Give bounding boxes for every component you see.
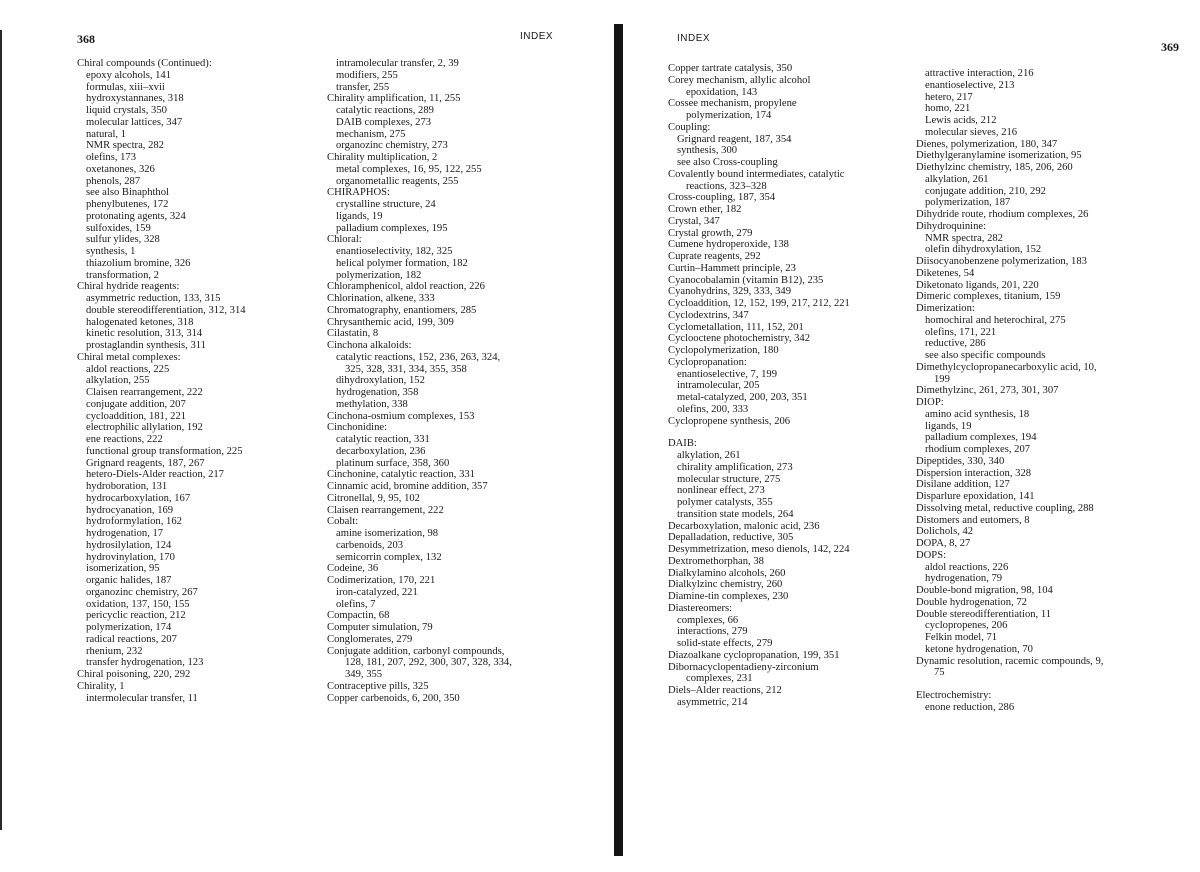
index-subentry: 349, 355 [345, 669, 383, 680]
index-entry: Codeine, 36 [327, 563, 379, 575]
index-subentry: enone reduction, 286 [925, 701, 1015, 713]
index-entry: Chirality, 1 [77, 680, 125, 692]
index-entry: Cuprate reagents, 292 [668, 251, 761, 262]
index-entry: Chiral compounds (Continued): [77, 58, 212, 69]
index-subentry: polymerization, 174 [686, 110, 772, 121]
index-subentry: sulfur ylides, 328 [86, 234, 160, 246]
index-subentry: molecular lattices, 347 [86, 116, 183, 128]
index-subentry: see also Cross-coupling [677, 157, 778, 168]
index-entry: Diamine-tin complexes, 230 [668, 591, 789, 602]
page-number-right: 369 [1161, 40, 1179, 54]
index-entry: Crystal growth, 279 [668, 227, 753, 239]
index-subentry: palladium complexes, 195 [336, 222, 448, 234]
index-subentry: polymerization, 182 [336, 269, 422, 281]
index-entry: Chiral poisoning, 220, 292 [77, 669, 191, 680]
index-subentry: DAIB complexes, 273 [336, 116, 432, 128]
index-entry: Cinnamic acid, bromine addition, 357 [327, 481, 488, 492]
index-subentry: hetero-Diels-Alder reaction, 217 [86, 469, 224, 481]
index-subentry: catalytic reactions, 289 [336, 105, 434, 116]
index-entry: Cilastatin, 8 [327, 328, 379, 340]
index-entry: Crown ether, 182 [668, 204, 742, 215]
index-entry: Diketenes, 54 [916, 267, 975, 279]
index-subentry: attractive interaction, 216 [925, 68, 1034, 79]
index-subentry: intermolecular transfer, 11 [86, 692, 198, 704]
index-entry: Distomers and eutomers, 8 [916, 514, 1030, 526]
index-entry: Chlorination, alkene, 333 [327, 293, 435, 304]
index-subentry: olefin dihydroxylation, 152 [925, 244, 1042, 256]
index-entry: Dimethylcyclopropanecarboxylic acid, 10, [916, 361, 1097, 373]
index-entry: Cyclopolymerization, 180 [668, 345, 779, 356]
index-subentry: hydroformylation, 162 [86, 516, 182, 528]
index-subentry: hydrovinylation, 170 [86, 551, 175, 563]
index-entry: Decarboxylation, malonic acid, 236 [668, 520, 820, 532]
index-subentry: metal-catalyzed, 200, 203, 351 [677, 392, 808, 403]
index-entry: Double-bond migration, 98, 104 [916, 585, 1053, 596]
index-subentry: Claisen rearrangement, 222 [86, 387, 203, 398]
index-entry: Chromatography, enantiomers, 285 [327, 304, 477, 316]
index-subentry: halogenated ketones, 318 [86, 316, 194, 328]
index-subentry: electrophilic allylation, 192 [86, 422, 203, 434]
index-subentry: rhodium complexes, 207 [925, 444, 1031, 455]
index-entry: Dialkylamino alcohols, 260 [668, 567, 786, 579]
index-entry: Dihydride route, rhodium complexes, 26 [916, 209, 1089, 220]
index-subentry: ketone hydrogenation, 70 [925, 643, 1033, 655]
running-head-right: INDEX [677, 33, 711, 44]
index-column-4 [916, 68, 1194, 714]
index-column-2 [327, 58, 587, 704]
index-entry: Cyanocobalamin (vitamin B12), 235 [668, 274, 824, 286]
index-subentry: double stereodifferentiation, 312, 314 [86, 304, 246, 316]
index-entry: Cyclopropene synthesis, 206 [668, 415, 791, 427]
index-subentry: intramolecular, 205 [677, 380, 760, 392]
index-entry: Desymmetrization, meso dienols, 142, 224 [668, 544, 850, 555]
index-entry: Cycloaddition, 12, 152, 199, 217, 212, 221 [668, 298, 850, 309]
index-subentry: alkylation, 261 [677, 450, 741, 461]
index-entry: Dimeric complexes, titanium, 159 [916, 291, 1061, 303]
index-entry: Claisen rearrangement, 222 [327, 504, 444, 516]
index-subentry: hydrocarboxylation, 167 [86, 492, 191, 504]
index-subentry: molecular structure, 275 [677, 473, 781, 485]
index-subentry: Felkin model, 71 [925, 632, 998, 643]
running-head-left: INDEX [520, 31, 554, 42]
index-subentry: ene reactions, 222 [86, 434, 163, 445]
index-subentry: synthesis, 1 [86, 246, 136, 257]
index-subentry: see also specific compounds [925, 350, 1046, 361]
index-subentry: dihydroxylation, 152 [336, 375, 425, 387]
index-subentry: formulas, xiii–xvii [86, 81, 165, 93]
index-entry: Chirality amplification, 11, 255 [327, 93, 461, 105]
index-subentry: olefins, 200, 333 [677, 403, 749, 415]
index-subentry: organometallic reagents, 255 [336, 175, 459, 187]
index-subentry: organozinc chemistry, 273 [336, 140, 448, 152]
index-subentry: NMR spectra, 282 [925, 232, 1003, 244]
index-subentry: thiazolium bromine, 326 [86, 257, 191, 269]
index-entry: Crystal, 347 [668, 215, 720, 227]
index-subentry: Grignard reagent, 187, 354 [677, 133, 792, 145]
index-entry: Contraceptive pills, 325 [327, 680, 429, 692]
index-subentry: rhenium, 232 [86, 645, 143, 657]
index-entry: Diethylzinc chemistry, 185, 206, 260 [916, 162, 1073, 173]
index-subentry: alkylation, 255 [86, 375, 150, 387]
index-subentry: natural, 1 [86, 128, 127, 140]
index-subentry: enantioselectivity, 182, 325 [336, 246, 453, 257]
index-subentry: olefins, 173 [86, 152, 137, 163]
index-entry: Cobalt: [327, 516, 359, 528]
index-subentry: crystalline structure, 24 [336, 199, 436, 210]
index-subentry: asymmetric reduction, 133, 315 [86, 293, 221, 304]
index-entry: Dibornacyclopentadieny-zirconium [668, 661, 819, 673]
index-subentry: catalytic reactions, 152, 236, 263, 324, [336, 351, 501, 363]
index-entry: Dimethylzinc, 261, 273, 301, 307 [916, 385, 1059, 397]
index-subentry: chirality amplification, 273 [677, 461, 793, 473]
index-entry: Chiral metal complexes: [77, 351, 181, 363]
index-entry: Diels–Alder reactions, 212 [668, 685, 782, 696]
index-subentry: 325, 328, 331, 334, 355, 358 [345, 363, 467, 375]
index-subentry: ligands, 19 [336, 210, 383, 222]
index-subentry: enantioselective, 213 [925, 79, 1015, 91]
index-entry: Cyclooctene photochemistry, 342 [668, 333, 811, 345]
index-subentry: hydroxystannanes, 318 [86, 93, 184, 105]
index-subentry: pericyclic reaction, 212 [86, 610, 186, 622]
index-entry: Diketonato ligands, 201, 220 [916, 279, 1039, 291]
index-subentry: interactions, 279 [677, 626, 748, 638]
index-subentry: intramolecular transfer, 2, 39 [336, 58, 459, 69]
index-subentry: enantioselective, 7, 199 [677, 368, 778, 380]
index-entry: Cinchona alkaloids: [327, 340, 412, 351]
index-subentry: see also Binaphthol [86, 187, 169, 199]
index-entry: Chrysanthemic acid, 199, 309 [327, 316, 454, 328]
index-subentry: kinetic resolution, 313, 314 [86, 328, 203, 340]
index-subentry: semicorrin complex, 132 [336, 551, 442, 563]
index-entry: Codimerization, 170, 221 [327, 575, 436, 586]
index-entry: Dissolving metal, reductive coupling, 288 [916, 502, 1094, 514]
index-entry: Cossee mechanism, propylene [668, 98, 797, 110]
index-entry: Diazoalkane cyclopropanation, 199, 351 [668, 649, 840, 661]
index-entry: Dynamic resolution, racemic compounds, 9, [916, 655, 1104, 667]
index-subentry: ligands, 19 [925, 420, 972, 432]
right-page [600, 0, 1200, 872]
index-subentry: palladium complexes, 194 [925, 432, 1037, 444]
index-subentry: cyclopropenes, 206 [925, 620, 1008, 632]
index-subentry: olefins, 171, 221 [925, 326, 997, 338]
index-subentry: hetero, 217 [925, 91, 973, 103]
index-subentry: homo, 221 [925, 103, 971, 115]
index-subentry: organic halides, 187 [86, 575, 172, 586]
index-entry: Diethylgeranylamine isomerization, 95 [916, 150, 1082, 162]
index-column-3 [668, 63, 918, 709]
index-entry: Cinchona-osmium complexes, 153 [327, 410, 475, 422]
index-entry: Chloramphenicol, aldol reaction, 226 [327, 281, 485, 293]
index-subentry: transfer, 255 [336, 81, 390, 93]
index-subentry: protonating agents, 324 [86, 210, 186, 222]
index-subentry: prostaglandin synthesis, 311 [86, 340, 206, 351]
index-subentry: hydrocyanation, 169 [86, 504, 174, 516]
index-entry: Dienes, polymerization, 180, 347 [916, 138, 1058, 150]
index-subentry: platinum surface, 358, 360 [336, 457, 450, 469]
index-subentry: molecular sieves, 216 [925, 126, 1018, 138]
index-subentry: reactions, 323–328 [686, 180, 767, 192]
index-entry: Cumene hydroperoxide, 138 [668, 239, 789, 251]
index-entry: Chiral hydride reagents: [77, 281, 180, 293]
index-entry: Dihydroquinine: [916, 220, 987, 232]
index-entry: Dialkylzinc chemistry, 260 [668, 579, 783, 591]
index-subentry: isomerization, 95 [86, 563, 160, 575]
index-subentry: hydrogenation, 79 [925, 573, 1003, 585]
index-subentry: homochiral and heterochiral, 275 [925, 314, 1066, 326]
index-subentry: amine isomerization, 98 [336, 528, 439, 539]
index-subentry: transformation, 2 [86, 269, 159, 281]
index-entry: Cyclodextrins, 347 [668, 309, 749, 321]
index-subentry: olefins, 7 [336, 598, 376, 610]
index-entry: Citronellal, 9, 95, 102 [327, 492, 420, 504]
index-subentry: helical polymer formation, 182 [336, 257, 468, 269]
index-entry: DOPS: [916, 549, 947, 561]
index-subentry: radical reactions, 207 [86, 633, 177, 645]
index-subentry: liquid crystals, 350 [86, 105, 167, 116]
index-subentry: nonlinear effect, 273 [677, 485, 765, 497]
index-subentry: carbenoids, 203 [336, 539, 404, 551]
index-subentry: polymer catalysts, 355 [677, 497, 773, 508]
index-entry: Dolichols, 42 [916, 526, 974, 538]
index-entry: Dextromethorphan, 38 [668, 555, 764, 567]
index-entry: Covalently bound intermediates, catalytic [668, 168, 845, 180]
index-subentry: Grignard reagents, 187, 267 [86, 457, 205, 469]
index-entry: CHIRAPHOS: [327, 187, 390, 199]
index-entry: Corey mechanism, allylic alcohol [668, 74, 811, 86]
index-subentry: metal complexes, 16, 95, 122, 255 [336, 163, 482, 175]
index-subentry: functional group transformation, 225 [86, 445, 243, 457]
index-entry: DIOP: [916, 397, 944, 408]
index-subentry: phenylbutenes, 172 [86, 199, 169, 210]
index-subentry: solid-state effects, 279 [677, 638, 773, 649]
index-entry: Copper carbenoids, 6, 200, 350 [327, 692, 460, 704]
index-subentry: modifiers, 255 [336, 69, 398, 81]
index-entry: Cyclopropanation: [668, 356, 747, 368]
index-entry: Copper tartrate catalysis, 350 [668, 63, 793, 74]
index-entry: Double hydrogenation, 72 [916, 596, 1027, 608]
index-subentry: aldol reactions, 225 [86, 363, 170, 375]
index-subentry: hydrosilylation, 124 [86, 539, 172, 551]
page-number-left: 368 [77, 32, 95, 46]
index-subentry: complexes, 231 [686, 673, 753, 685]
index-subentry: synthesis, 300 [677, 145, 738, 157]
index-subentry: conjugate addition, 207 [86, 398, 186, 410]
index-entry: Cinchonidine: [327, 422, 388, 434]
index-entry: Electrochemistry: [916, 690, 992, 701]
index-subentry: complexes, 66 [677, 614, 739, 626]
index-entry: Double stereodifferentiation, 11 [916, 608, 1052, 620]
index-subentry: hydrogenation, 358 [336, 387, 419, 398]
index-subentry: oxidation, 137, 150, 155 [86, 598, 190, 610]
index-subentry: hydrogenation, 17 [86, 528, 164, 539]
index-entry: Depalladation, reductive, 305 [668, 532, 794, 544]
index-subentry: epoxidation, 143 [686, 86, 758, 98]
index-subentry: 128, 181, 207, 292, 300, 307, 328, 334, [345, 657, 512, 669]
index-subentry: alkylation, 261 [925, 173, 989, 185]
index-entry: DAIB: [668, 438, 697, 450]
index-entry: Computer simulation, 79 [327, 622, 433, 633]
index-entry: Cinchonine, catalytic reaction, 331 [327, 469, 475, 481]
index-subentry: catalytic reaction, 331 [336, 434, 430, 445]
index-subentry: methylation, 338 [336, 398, 408, 410]
index-subentry: amino acid synthesis, 18 [925, 408, 1030, 420]
index-subentry: transition state models, 264 [677, 508, 794, 520]
index-subentry: polymerization, 174 [86, 622, 172, 633]
index-entry: Dispersion interaction, 328 [916, 467, 1032, 479]
index-entry: Chloral: [327, 234, 362, 246]
index-entry: Conglomerates, 279 [327, 633, 413, 645]
index-subentry: polymerization, 187 [925, 197, 1011, 209]
index-subentry: epoxy alcohols, 141 [86, 69, 172, 81]
index-entry: Diastereomers: [668, 602, 733, 614]
index-subentry: reductive, 286 [925, 338, 986, 350]
index-subentry: iron-catalyzed, 221 [336, 586, 418, 598]
index-entry: DOPA, 8, 27 [916, 538, 971, 549]
index-entry: Dipeptides, 330, 340 [916, 455, 1005, 467]
index-subentry: sulfoxides, 159 [86, 222, 151, 234]
index-subentry: hydroboration, 131 [86, 481, 168, 492]
index-entry: Cross-coupling, 187, 354 [668, 192, 776, 204]
index-entry: Disparlure epoxidation, 141 [916, 491, 1035, 502]
index-subentry: oxetanones, 326 [86, 163, 155, 175]
index-entry: Disilane addition, 127 [916, 479, 1010, 491]
index-subentry: aldol reactions, 226 [925, 561, 1009, 573]
index-subentry: asymmetric, 214 [677, 696, 748, 708]
index-subentry: Lewis acids, 212 [925, 115, 997, 126]
index-subentry: conjugate addition, 210, 292 [925, 185, 1046, 197]
index-entry: Compactin, 68 [327, 610, 390, 622]
index-column-1 [77, 58, 317, 704]
index-subentry: organozinc chemistry, 267 [86, 586, 198, 598]
index-entry: Chirality multiplication, 2 [327, 152, 438, 163]
index-subentry: cycloaddition, 181, 221 [86, 410, 187, 422]
index-entry: Curtin–Hammett principle, 23 [668, 262, 796, 274]
index-subentry: 199 [934, 373, 950, 385]
index-entry: Coupling: [668, 121, 711, 133]
index-entry: Cyanohydrins, 329, 333, 349 [668, 286, 792, 298]
index-entry: Conjugate addition, carbonyl compounds, [327, 645, 505, 657]
index-subentry: mechanism, 275 [336, 128, 406, 140]
index-subentry: 75 [934, 667, 945, 679]
index-entry: Diisocyanobenzene polymerization, 183 [916, 256, 1087, 267]
index-subentry: transfer hydrogenation, 123 [86, 657, 204, 669]
index-subentry: phenols, 287 [86, 175, 141, 187]
index-entry: Dimerization: [916, 303, 975, 314]
index-subentry: decarboxylation, 236 [336, 445, 426, 457]
index-subentry: NMR spectra, 282 [86, 140, 164, 152]
index-entry: Cyclometallation, 111, 152, 201 [668, 321, 804, 333]
